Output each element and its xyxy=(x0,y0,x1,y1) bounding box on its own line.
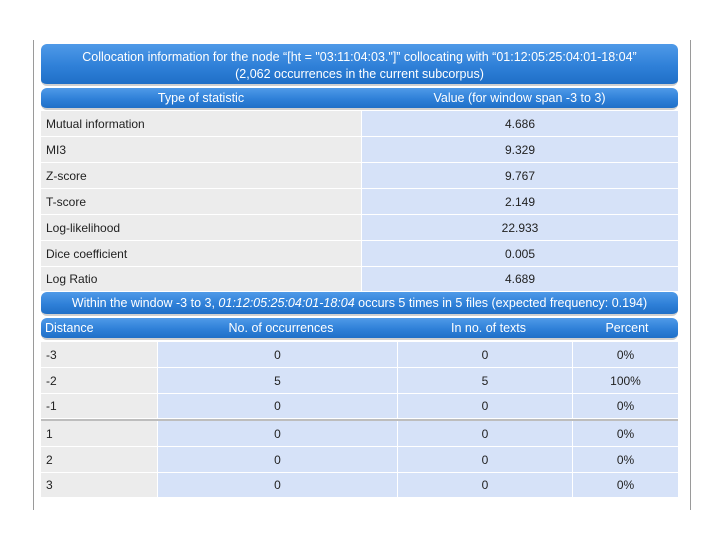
texts-value: 0 xyxy=(397,473,572,498)
distance-value: 3 xyxy=(41,473,157,498)
occurrences-value: 5 xyxy=(157,368,397,394)
distance-row xyxy=(41,368,678,394)
col-distance[interactable]: Distance xyxy=(45,320,94,335)
stat-name: Log Ratio xyxy=(41,267,361,292)
window-header-prefix: Within the window -3 to 3, xyxy=(71,295,215,310)
window-header-suffix: occurs 5 times in 5 files (expected frequency: 0.194) xyxy=(358,295,648,310)
distance-value: 1 xyxy=(41,421,157,447)
stats-table-header xyxy=(41,88,678,110)
stat-name: Log-likelihood xyxy=(41,215,361,241)
distance-row xyxy=(41,421,678,447)
stats-row xyxy=(41,215,678,241)
distance-value[interactable]: -2 xyxy=(41,368,157,394)
distance-row xyxy=(41,473,678,498)
stat-name: Mutual information xyxy=(41,111,361,137)
percent-value: 100% xyxy=(572,368,678,394)
percent-value: 0% xyxy=(572,447,678,473)
occurrences-value: 0 xyxy=(157,342,397,368)
percent-value: 0% xyxy=(572,421,678,447)
stat-name: MI3 xyxy=(41,137,361,163)
distance-value: 2 xyxy=(41,447,157,473)
stat-value: 4.689 xyxy=(361,267,678,292)
col-type-of-statistic[interactable]: Type of statistic xyxy=(157,90,245,105)
texts-value: 0 xyxy=(397,342,572,368)
collocation-header xyxy=(41,44,678,86)
stats-row xyxy=(41,137,678,163)
stats-row xyxy=(41,267,678,292)
stat-value: 9.767 xyxy=(361,163,678,189)
stats-row xyxy=(41,111,678,137)
occurrences-value: 0 xyxy=(157,447,397,473)
col-value[interactable]: Value (for window span -3 to 3) xyxy=(433,90,606,105)
stat-value: 9.329 xyxy=(361,137,678,163)
texts-value: 0 xyxy=(397,421,572,447)
collocation-header-line2: (2,062 occurrences in the current subcorpus) xyxy=(235,67,484,81)
stats-row xyxy=(41,189,678,215)
window-header xyxy=(41,292,678,316)
stat-name: Z-score xyxy=(41,163,361,189)
percent-value: 0% xyxy=(572,394,678,419)
stats-row xyxy=(41,163,678,189)
stat-value: 22.933 xyxy=(361,215,678,241)
distance-row xyxy=(41,394,678,419)
distance-row xyxy=(41,342,678,368)
occurrences-value: 0 xyxy=(157,421,397,447)
distance-value: -1 xyxy=(41,394,157,419)
stat-value: 0.005 xyxy=(361,241,678,267)
occurrences-value: 0 xyxy=(157,394,397,419)
stat-name: Dice coefficient xyxy=(41,241,361,267)
texts-value: 0 xyxy=(397,447,572,473)
collocation-header-line1: Collocation information for the node “[ht = "03:11:04:03."]” collocating with “01:12:05:25:04:01-18:04” xyxy=(82,50,637,64)
stats-row xyxy=(41,241,678,267)
percent-value: 0% xyxy=(572,342,678,368)
window-header-item: 01:12:05:25:04:01-18:04 xyxy=(218,295,355,310)
occurrences-value: 0 xyxy=(157,473,397,498)
col-occurrences[interactable]: No. of occurrences xyxy=(228,320,334,335)
stat-name: T-score xyxy=(41,189,361,215)
texts-value: 5 xyxy=(397,368,572,394)
percent-value: 0% xyxy=(572,473,678,498)
col-percent[interactable]: Percent xyxy=(605,320,649,335)
col-texts[interactable]: In no. of texts xyxy=(450,320,527,335)
distance-value: -3 xyxy=(41,342,157,368)
distance-table-header xyxy=(41,318,678,340)
stat-value: 2.149 xyxy=(361,189,678,215)
distance-row xyxy=(41,447,678,473)
texts-value: 0 xyxy=(397,394,572,419)
stat-value: 4.686 xyxy=(361,111,678,137)
